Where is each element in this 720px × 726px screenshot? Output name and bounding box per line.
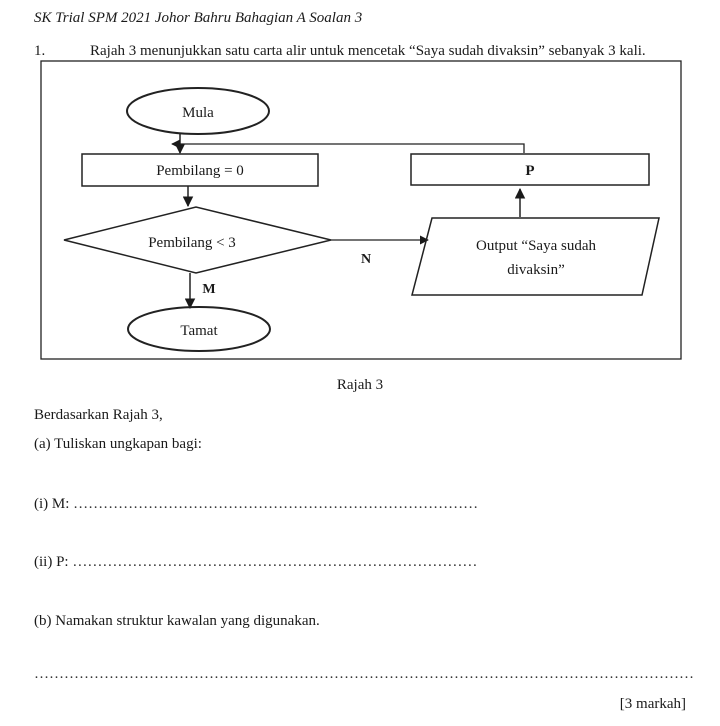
yes-label: M [202,282,216,297]
part-a-i-label: (i) M: [34,496,70,512]
end-terminator [128,307,270,351]
part-a-ii-label: (ii) P: [34,554,69,570]
part-a-ii-row [34,554,477,571]
start-label: Mula [182,105,214,121]
marks-label: [3 markah] [619,696,686,712]
question-number: 1. [34,43,46,59]
question-text: Rajah 3 menunjukkan satu carta alir untuk mencetak “Saya sudah divaksin” sebanyak 3 kali. [90,43,646,59]
intro-text: Berdasarkan Rajah 3, [34,407,163,423]
output-label-line2: divaksin” [507,262,565,278]
loop-back-line [172,144,524,153]
exam-header: SK Trial SPM 2021 Johor Bahru Bahagian A Soalan 3 [34,10,363,26]
process-p-box [411,154,649,185]
output-label-line1: Output “Saya sudah [476,238,596,254]
part-b-answer-line[interactable]: …………………………………………………………………………………………………………………… [34,666,694,682]
output-parallelogram [412,218,659,295]
start-terminator [127,88,269,134]
condition-decision [64,207,331,273]
condition-label: Pembilang < 3 [148,235,236,251]
part-a-i-row [34,496,478,513]
part-a-ii-answer-line[interactable]: ……………………………………………………………………… [72,554,478,570]
part-b-prompt: (b) Namakan struktur kawalan yang digunakan. [34,613,320,629]
init-label: Pembilang = 0 [156,163,244,179]
end-label: Tamat [180,323,218,339]
process-p-label: P [525,163,535,179]
no-label: N [360,252,372,267]
part-a-i-answer-line[interactable]: ……………………………………………………………………… [73,496,479,512]
init-process-box [82,154,318,186]
diagram-caption: Rajah 3 [336,377,384,393]
part-a-prompt: (a) Tuliskan ungkapan bagi: [34,436,202,452]
diagram-frame [41,61,681,359]
